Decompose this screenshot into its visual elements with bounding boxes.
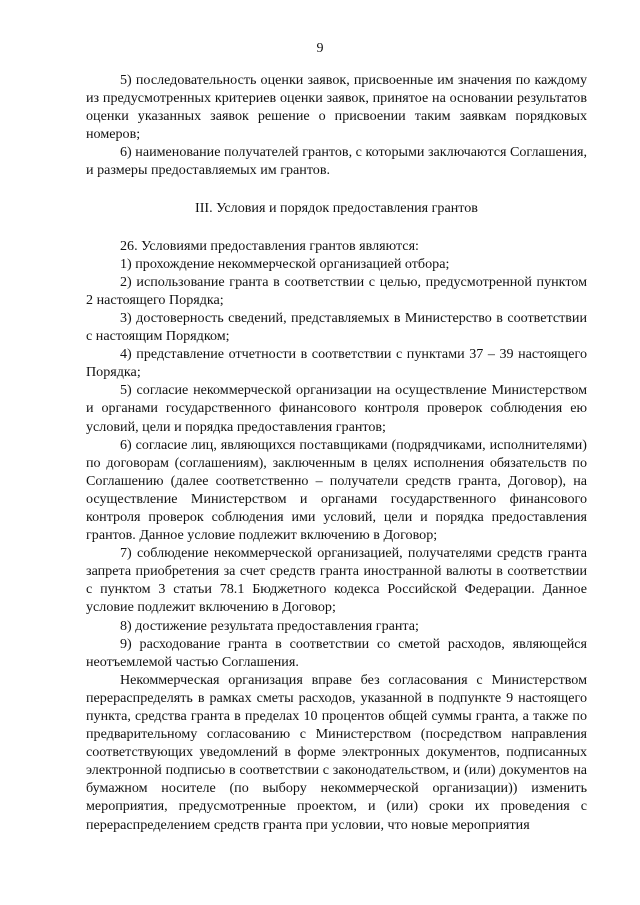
paragraph-condition-1: 1) прохождение некоммерческой организацией отбора; <box>120 255 450 272</box>
paragraph-condition-5: 5) согласие некоммерческой организации на осуществление Министерством и органами государственного финансового контроля проверок соблюдения ею условий, цели и порядка предоставления грантов; <box>86 382 587 435</box>
paragraph-condition-4: 4) представление отчетности в соответствии с пунктами 37 – 39 настоящего Порядка; <box>86 346 587 381</box>
paragraph-item-5: 5) последовательность оценки заявок, присвоенные им значения по каждому из предусмотренных критериев оценки заявок, принятое на основании результатов оценки указанных заявок решение о присвоении таким заявкам порядковых номеров; <box>86 72 587 143</box>
section-heading: III. Условия и порядок предоставления грантов <box>195 199 478 216</box>
paragraph-clause-26: 26. Условиями предоставления грантов являются: <box>120 237 419 254</box>
paragraph-condition-8: 8) достижение результата предоставления гранта; <box>120 617 419 634</box>
page-number: 9 <box>316 41 324 56</box>
paragraph-item-6: 6) наименование получателей грантов, с которыми заключаются Соглашения, и размеры предоставляемых им грантов. <box>86 144 587 179</box>
paragraph-condition-3: 3) достоверность сведений, представляемых в Министерство в соответствии с настоящим Порядком; <box>86 309 587 345</box>
paragraph-condition-6: 6) согласие лиц, являющихся поставщиками (подрядчиками, исполнителями) по договорам (соглашениям), заключенным в целях исполнения обязательств по Соглашению (далее соответственно – получатели средств гранта, Договор), на осуществление Министерством и органами государственного финансового контроля проверок соблюдения ими условий, цели и порядка предоставления грантов. Данное условие подлежит включению в Договор; <box>86 436 587 544</box>
document-body <box>86 71 587 834</box>
paragraph-condition-9: 9) расходование гранта в соответствии со сметой расходов, являющейся неотъемлемой частью Соглашения. <box>86 635 587 670</box>
paragraph-condition-7: 7) соблюдение некоммерческой организацией, получателями средств гранта запрета приобретения за счет средств гранта иностранной валюты в соответствии с пунктом 3 статьи 78.1 Бюджетного кодекса Российской Федерации. Данное условие подлежит включению в Договор; <box>86 545 587 616</box>
paragraph-condition-2: 2) использование гранта в соответствии с целью, предусмотренной пунктом 2 настоящего Порядка; <box>86 273 587 308</box>
paragraph-redistribution: Некоммерческая организация вправе без согласования с Министерством перераспределять в рамках сметы расходов, указанной в подпункте 9 настоящего пункта, средства гранта в пределах 10 процентов общей суммы гранта, а также по предварительному согласованию с Министерством (посредством направления соответствующих уведомлений в форме электронных документов, подписанных электронной подписью в соответствии с законодательством, и (или) документов на бумажном носителе (по выбору некоммерческой организации)) изменить мероприятия, предусмотренные проектом, и (или) сроки их проведения с перераспределением средств гранта при условии, что новые мероприятия <box>86 671 587 833</box>
